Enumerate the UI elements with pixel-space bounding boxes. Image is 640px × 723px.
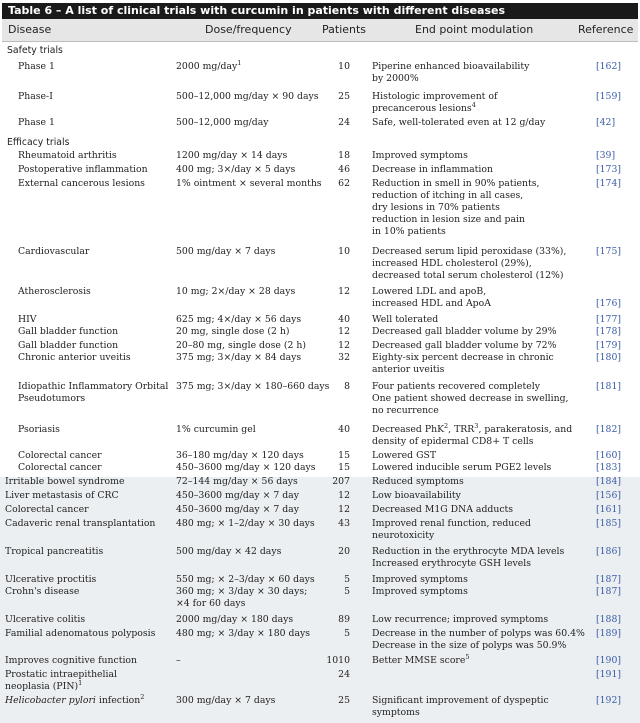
cell-reference-link[interactable]: [177] (596, 314, 621, 325)
cell-endpoint (372, 381, 569, 417)
cell-endpoint (372, 61, 529, 85)
endpoint-line: precancerous lesions$^4$ (372, 100, 476, 114)
cell-patients: 40 (338, 314, 350, 325)
endpoint-line: Improved symptoms (372, 150, 468, 161)
endpoint-line: Reduction in smell in 90% patients, (372, 178, 540, 189)
cell-disease (18, 178, 145, 190)
cell-disease (5, 669, 117, 693)
cell-reference-link[interactable]: [192] (596, 695, 621, 706)
cell-disease (18, 314, 37, 326)
cell-dose (176, 91, 319, 103)
cell-endpoint (372, 164, 493, 176)
endpoint-footnote: 4 (471, 100, 476, 109)
disease-line: External cancerous lesions (18, 178, 145, 189)
cell-patients: 32 (338, 352, 350, 363)
cell-endpoint (372, 117, 545, 129)
cell-reference-link[interactable]: [159] (596, 91, 621, 102)
cell-patients: 5 (344, 628, 350, 639)
endpoint-line: Increased erythrocyte GSH levels (372, 558, 531, 569)
disease-footnote: 2 (140, 692, 145, 701)
cell-endpoint (372, 246, 566, 282)
endpoint-line: anterior uveitis (372, 364, 445, 375)
cell-disease (18, 450, 102, 462)
cell-patients: 25 (338, 91, 350, 102)
dose-line: 625 mg; 4×/day × 56 days (176, 314, 302, 325)
cell-disease (5, 504, 89, 516)
cell-dose (176, 655, 181, 667)
dose-line: – (176, 655, 181, 666)
endpoint-line: Low recurrence; improved symptoms (372, 614, 549, 625)
cell-disease (18, 424, 60, 436)
cell-dose (176, 424, 256, 436)
cell-patients: 12 (338, 340, 350, 351)
disease-line: Phase 1 (18, 61, 55, 72)
cell-dose (176, 314, 301, 326)
cell-dose (176, 150, 287, 162)
endpoint-line: density of epidermal CD8+ T cells (372, 436, 534, 447)
dose-line: ×4 for 60 days (176, 598, 246, 609)
cell-patients: 12 (338, 326, 350, 337)
endpoint-line: Piperine enhanced bioavailability (372, 61, 530, 72)
cell-reference-link[interactable]: [175] (596, 246, 621, 257)
disease-line: Tropical pancreatitis (5, 546, 104, 557)
cell-patients: 5 (344, 586, 350, 597)
disease-line: Colorectal cancer (18, 450, 102, 461)
cell-endpoint (372, 326, 556, 338)
section-efficacy-trials: Efficacy trials (7, 137, 70, 148)
endpoint-line: Decreased gall bladder volume by 29% (372, 326, 557, 337)
cell-disease (18, 381, 168, 405)
cell-disease (5, 655, 137, 667)
endpoint-line: in 10% patients (372, 226, 446, 237)
dose-line: 360 mg; × 3/day × 30 days; (176, 586, 308, 597)
endpoint-text: , TRR (448, 424, 475, 435)
cell-reference-link[interactable]: [161] (596, 504, 621, 515)
disease-footnote: 1 (78, 678, 83, 687)
cell-endpoint (372, 352, 554, 376)
cell-patients: 62 (338, 178, 350, 189)
dose-line: 2000 mg/day$^1$ (176, 58, 242, 72)
cell-dose (176, 462, 316, 474)
cell-endpoint (372, 340, 556, 352)
endpoint-line: Decreased M1G DNA adducts (372, 504, 514, 515)
cell-dose (176, 574, 315, 586)
dose-line: 480 mg; × 3/day × 180 days (176, 628, 311, 639)
endpoint-line: Histologic improvement of (372, 91, 498, 102)
endpoint-text: , parakeratosis, and (478, 424, 573, 435)
endpoint-line: symptoms (372, 707, 420, 718)
table-header-row (2, 19, 638, 42)
cell-patients: 15 (338, 462, 350, 473)
cell-dose (176, 246, 275, 258)
cell-reference-link[interactable]: [188] (596, 614, 621, 625)
header-reference: Reference (578, 23, 634, 36)
cell-dose (176, 286, 295, 298)
cell-patients: 10 (338, 61, 350, 72)
cell-disease (18, 150, 117, 162)
disease-line: Gall bladder function (18, 326, 119, 337)
disease-line: Gall bladder function (18, 340, 119, 351)
endpoint-line: Well tolerated (372, 314, 439, 325)
dose-line: 20–80 mg, single dose (2 h) (176, 340, 306, 351)
endpoint-line: Decrease in the size of polyps was 50.9% (372, 640, 567, 651)
disease-line: neoplasia (PIN)$^1$ (5, 678, 83, 692)
cell-endpoint (372, 490, 461, 502)
cell-disease (5, 628, 155, 640)
disease-line: Colorectal cancer (18, 462, 102, 473)
cell-patients: 12 (338, 490, 350, 501)
cell-patients: 24 (338, 117, 350, 128)
dose-line: 1% ointment × several months (176, 178, 322, 189)
cell-dose (176, 117, 269, 129)
cell-reference-link[interactable]: [187] (596, 574, 621, 585)
cell-reference-link[interactable]: [180] (596, 352, 621, 363)
endpoint-line: Significant improvement of dyspeptic (372, 695, 549, 706)
endpoint-line: Eighty-six percent decrease in chronic (372, 352, 554, 363)
cell-reference-link[interactable]: [179] (596, 340, 621, 351)
cell-dose (176, 504, 299, 516)
endpoint-line: increased HDL and ApoA (372, 298, 491, 309)
disease-line: Psoriasis (18, 424, 60, 435)
cell-dose (176, 164, 295, 176)
dose-line: 500 mg/day × 42 days (176, 546, 282, 557)
cell-dose (176, 695, 275, 707)
cell-reference-link[interactable]: [183] (596, 462, 621, 473)
dose-line: 1% curcumin gel (176, 424, 256, 435)
dose-line: 500–12,000 mg/day × 90 days (176, 91, 319, 102)
cell-patients: 15 (338, 450, 350, 461)
cell-endpoint (372, 150, 468, 162)
endpoint-footnote: 3 (474, 421, 479, 430)
dose-line: 375 mg; 3×/day × 180–660 days (176, 381, 330, 392)
endpoint-line: Improved symptoms (372, 586, 468, 597)
disease-line: Rheumatoid arthritis (18, 150, 117, 161)
cell-disease (18, 340, 118, 352)
cell-patients: 5 (344, 574, 350, 585)
cell-disease (5, 692, 145, 707)
cell-reference-link[interactable]: [160] (596, 450, 621, 461)
cell-disease (5, 476, 124, 488)
cell-patients: 40 (338, 424, 350, 435)
cell-patients: 1010 (326, 655, 350, 666)
cell-disease (18, 117, 55, 129)
cell-disease (5, 546, 103, 558)
cell-dose (176, 614, 293, 626)
disease-line: Irritable bowel syndrome (5, 476, 125, 487)
cell-dose (176, 450, 304, 462)
disease-line: Atherosclerosis (18, 286, 91, 297)
disease-line: HIV (18, 314, 37, 325)
section-safety-trials: Safety trials (7, 45, 63, 56)
dose-line: 72–144 mg/day × 56 days (176, 476, 298, 487)
cell-endpoint (372, 574, 468, 586)
cell-reference-link[interactable]: [186] (596, 546, 621, 557)
cell-disease (5, 490, 119, 502)
cell-endpoint (372, 546, 564, 570)
cell-reference-link[interactable]: [182] (596, 424, 621, 435)
cell-reference-link[interactable]: [178] (596, 326, 621, 337)
header-dose: Dose/frequency (205, 23, 292, 36)
endpoint-line: One patient showed decrease in swelling, (372, 393, 569, 404)
cell-disease (18, 164, 148, 176)
disease-line: Familial adenomatous polyposis (5, 628, 156, 639)
cell-reference-link[interactable]: [189] (596, 628, 621, 639)
cell-patients: 20 (338, 546, 350, 557)
cell-patients: 12 (338, 504, 350, 515)
cell-disease (18, 326, 118, 338)
cell-dose (176, 546, 281, 558)
cell-reference-link[interactable]: [173] (596, 164, 621, 175)
disease-line: Idiopathic Inflammatory Orbital (18, 381, 169, 392)
disease-line: Pseudotumors (18, 393, 86, 404)
endpoint-line: Improved symptoms (372, 574, 468, 585)
cell-patients: 8 (344, 381, 350, 392)
disease-line: Liver metastasis of CRC (5, 490, 119, 501)
cell-reference-link[interactable]: [39] (596, 150, 616, 161)
dose-line: 1200 mg/day × 14 days (176, 150, 288, 161)
cell-reference-link[interactable]: [42] (596, 117, 616, 128)
endpoint-line: Four patients recovered completely (372, 381, 540, 392)
disease-line: Phase-I (18, 91, 53, 102)
dose-line: 450–3600 mg/day × 120 days (176, 462, 316, 473)
cell-endpoint (372, 314, 438, 326)
dose-line: 500–12,000 mg/day (176, 117, 269, 128)
dose-line: 36–180 mg/day × 120 days (176, 450, 304, 461)
disease-line: Phase 1 (18, 117, 55, 128)
cell-endpoint (372, 462, 551, 474)
cell-endpoint (372, 652, 470, 667)
cell-disease (5, 586, 79, 598)
cell-dose (176, 58, 242, 73)
cell-dose (176, 518, 315, 530)
endpoint-line: decreased total serum cholesterol (12%) (372, 270, 564, 281)
disease-line: Ulcerative colitis (5, 614, 86, 625)
cell-reference-link[interactable]: [162] (596, 61, 621, 72)
disease-line: Helicobacter pylori infection$^2$ (5, 692, 145, 706)
dose-line: 300 mg/day × 7 days (176, 695, 276, 706)
endpoint-line: Lowered GST (372, 450, 437, 461)
cell-patients: 12 (338, 286, 350, 297)
endpoint-line: Decrease in the number of polyps was 60.4% (372, 628, 585, 639)
endpoint-line: Lowered inducible serum PGE2 levels (372, 462, 552, 473)
cell-endpoint (372, 476, 464, 488)
cell-reference-link[interactable]: [181] (596, 381, 621, 392)
disease-line: Postoperative inflammation (18, 164, 148, 175)
dose-line: 20 mg, single dose (2 h) (176, 326, 290, 337)
header-patients: Patients (322, 23, 367, 36)
cell-patients: 25 (338, 695, 350, 706)
endpoint-line (372, 421, 573, 436)
disease-line: Colorectal cancer (5, 504, 89, 515)
cell-patients: 207 (332, 476, 350, 487)
cell-disease (18, 286, 91, 298)
cell-endpoint (372, 614, 548, 626)
endpoint-line: Lowered LDL and apoB, (372, 286, 487, 297)
cell-reference-link[interactable]: [176] (596, 298, 621, 309)
cell-endpoint (372, 628, 585, 652)
cell-dose (176, 476, 298, 488)
cell-dose (176, 628, 310, 640)
cell-disease (18, 462, 102, 474)
dose-line: 10 mg; 2×/day × 28 days (176, 286, 296, 297)
cell-reference-link[interactable]: [156] (596, 490, 621, 501)
dose-line: 2000 mg/day × 180 days (176, 614, 294, 625)
cell-disease (5, 574, 96, 586)
cell-endpoint (372, 421, 573, 448)
cell-dose (176, 340, 306, 352)
cell-endpoint (372, 178, 540, 238)
endpoint-line: increased HDL cholesterol (29%), (372, 258, 532, 269)
cell-endpoint (372, 504, 513, 516)
endpoint-line: dry lesions in 70% patients (372, 202, 500, 213)
endpoint-line: neurotoxicity (372, 530, 435, 541)
disease-line: Ulcerative proctitis (5, 574, 97, 585)
endpoint-text: Decreased PhK (372, 424, 445, 435)
cell-reference-link[interactable]: [185] (596, 518, 621, 529)
cell-disease (18, 246, 89, 258)
endpoint-line: Improved renal function, reduced (372, 518, 531, 529)
cell-endpoint (372, 450, 436, 462)
cell-reference-link[interactable]: [190] (596, 655, 621, 666)
endpoint-line: no recurrence (372, 405, 439, 416)
endpoint-line: Better MMSE score$^5$ (372, 652, 470, 666)
dose-line: 400 mg; 3×/day × 5 days (176, 164, 296, 175)
cell-reference-link[interactable]: [187] (596, 586, 621, 597)
endpoint-line: Safe, well-tolerated even at 12 g/day (372, 117, 546, 128)
endpoint-line: Decreased serum lipid peroxidase (33%), (372, 246, 567, 257)
cell-endpoint (372, 695, 549, 719)
disease-line: Cardiovascular (18, 246, 90, 257)
cell-endpoint (372, 586, 468, 598)
endpoint-line: Low bioavailability (372, 490, 461, 501)
disease-italic: Helicobacter pylori (5, 695, 96, 706)
cell-patients: 43 (338, 518, 350, 529)
cell-patients: 89 (338, 614, 350, 625)
dose-line: 500 mg/day × 7 days (176, 246, 276, 257)
cell-endpoint (372, 286, 491, 310)
header-endpoint: End point modulation (415, 23, 534, 36)
table-title: Table 6 – A list of clinical trials with curcumin in patients with different diseases (2, 3, 638, 19)
cell-patients: 46 (338, 164, 350, 175)
dose-line: 375 mg; 3×/day × 84 days (176, 352, 302, 363)
cell-patients: 24 (338, 669, 350, 680)
disease-line: Crohn's disease (5, 586, 80, 597)
endpoint-footnote: 5 (465, 652, 470, 661)
cell-patients: 10 (338, 246, 350, 257)
endpoint-line: reduction in lesion size and pain (372, 214, 526, 225)
endpoint-line: reduction of itching in all cases, (372, 190, 524, 201)
dose-line: 480 mg; × 1–2/day × 30 days (176, 518, 315, 529)
cell-dose (176, 326, 289, 338)
dose-footnote: 1 (237, 58, 242, 67)
disease-line: Cadaveric renal transplantation (5, 518, 156, 529)
cell-reference-link[interactable]: [174] (596, 178, 621, 189)
endpoint-footnote: 2 (444, 421, 449, 430)
cell-disease (18, 61, 55, 73)
endpoint-line: Decreased gall bladder volume by 72% (372, 340, 557, 351)
endpoint-line: Decrease in inflammation (372, 164, 493, 175)
cell-reference-link[interactable]: [191] (596, 669, 621, 680)
cell-endpoint (372, 518, 531, 542)
cell-reference-link[interactable]: [184] (596, 476, 621, 487)
cell-patients: 18 (338, 150, 350, 161)
cell-disease (5, 614, 85, 626)
cell-dose (176, 352, 301, 364)
disease-line: Prostatic intraepithelial (5, 669, 118, 680)
disease-line: Chronic anterior uveitis (18, 352, 131, 363)
cell-endpoint (372, 91, 497, 115)
cell-dose (176, 490, 299, 502)
cell-disease (18, 352, 131, 364)
cell-dose (176, 586, 307, 610)
dose-line: 550 mg; × 2–3/day × 60 days (176, 574, 315, 585)
cell-disease (5, 518, 155, 530)
endpoint-line: Reduction in the erythrocyte MDA levels (372, 546, 565, 557)
dose-line: 450–3600 mg/day × 7 day (176, 490, 299, 501)
endpoint-line: Reduced symptoms (372, 476, 464, 487)
dose-line: 450–3600 mg/day × 7 day (176, 504, 299, 515)
header-disease: Disease (8, 23, 52, 36)
cell-disease (18, 91, 53, 103)
disease-line: Improves cognitive function (5, 655, 138, 666)
endpoint-line: by 2000% (372, 73, 419, 84)
